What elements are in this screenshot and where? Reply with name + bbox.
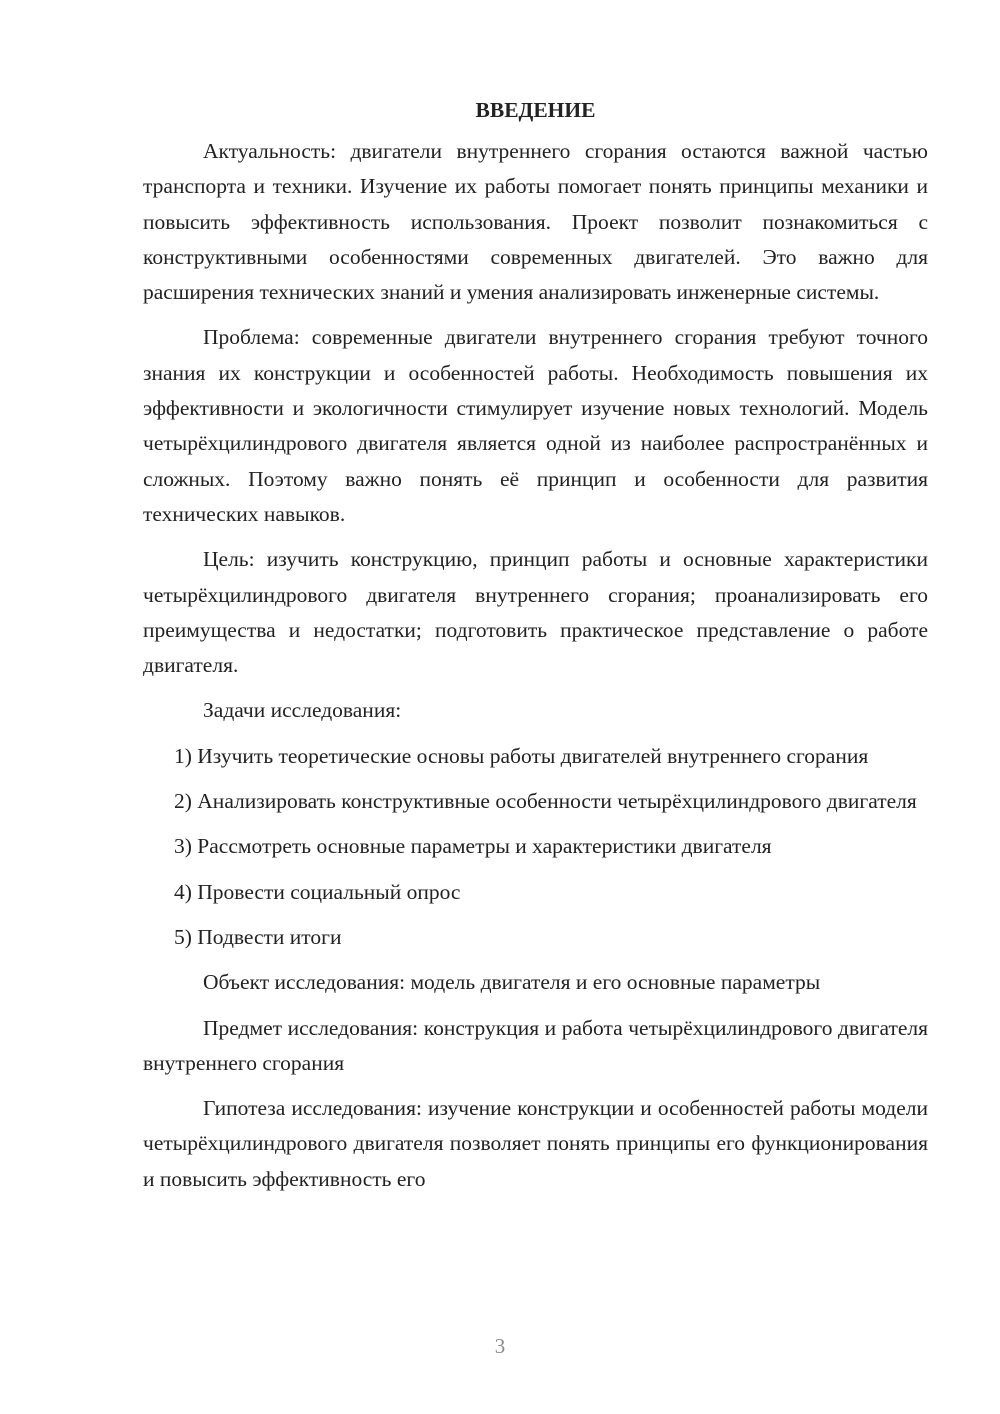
task-item-1: 1) Изучить теоретические основы работы двигателей внутреннего сгорания (174, 743, 869, 768)
page-number: 3 (494, 1334, 506, 1358)
page-content (143, 93, 928, 1197)
task-item-5: 5) Подвести итоги (174, 924, 342, 949)
paragraph-hypothesis: Гипотеза исследования: изучение конструкции и особенностей работы модели четырёхцилиндрового двигателя позволяет понять принципы его функционирования и повысить эффективность его (143, 1096, 928, 1191)
paragraph-relevance: Актуальность: двигатели внутреннего сгорания остаются важной частью транспорта и техники. Изучение их работы помогает понять принципы механики и повысить эффективность использования. Проект позволит познакомиться с конструктивными особенностями современных двигателей. Это важно для расширения технических знаний и умения анализировать инженерные системы. (143, 139, 928, 305)
task-item-4: 4) Провести социальный опрос (174, 879, 461, 904)
paragraph-subject: Предмет исследования: конструкция и работа четырёхцилиндрового двигателя внутреннего сгорания (143, 1015, 928, 1075)
tasks-heading: Задачи исследования: (203, 698, 402, 723)
section-title: ВВЕДЕНИЕ (475, 98, 596, 122)
task-item-2: 2) Анализировать конструктивные особенности четырёхцилиндрового двигателя (174, 789, 917, 814)
task-item-3: 3) Рассмотреть основные параметры и характеристики двигателя (174, 834, 772, 859)
paragraph-object: Объект исследования: модель двигателя и его основные параметры (203, 970, 821, 995)
paragraph-goal: Цель: изучить конструкцию, принцип работы и основные характеристики четырёхцилиндрового двигателя внутреннего сгорания; проанализировать его преимущества и недостатки; подготовить практическое представление о работе двигателя. (143, 547, 928, 678)
paragraph-problem: Проблема: современные двигатели внутреннего сгорания требуют точного знания их конструкции и особенностей работы. Необходимость повышения их эффективности и экологичности стимулирует изучение новых технологий. Модель четырёхцилиндрового двигателя является одной из наиболее распространённых и сложных. Поэтому важно понять её принцип и особенности для развития технических навыков. (143, 325, 928, 526)
